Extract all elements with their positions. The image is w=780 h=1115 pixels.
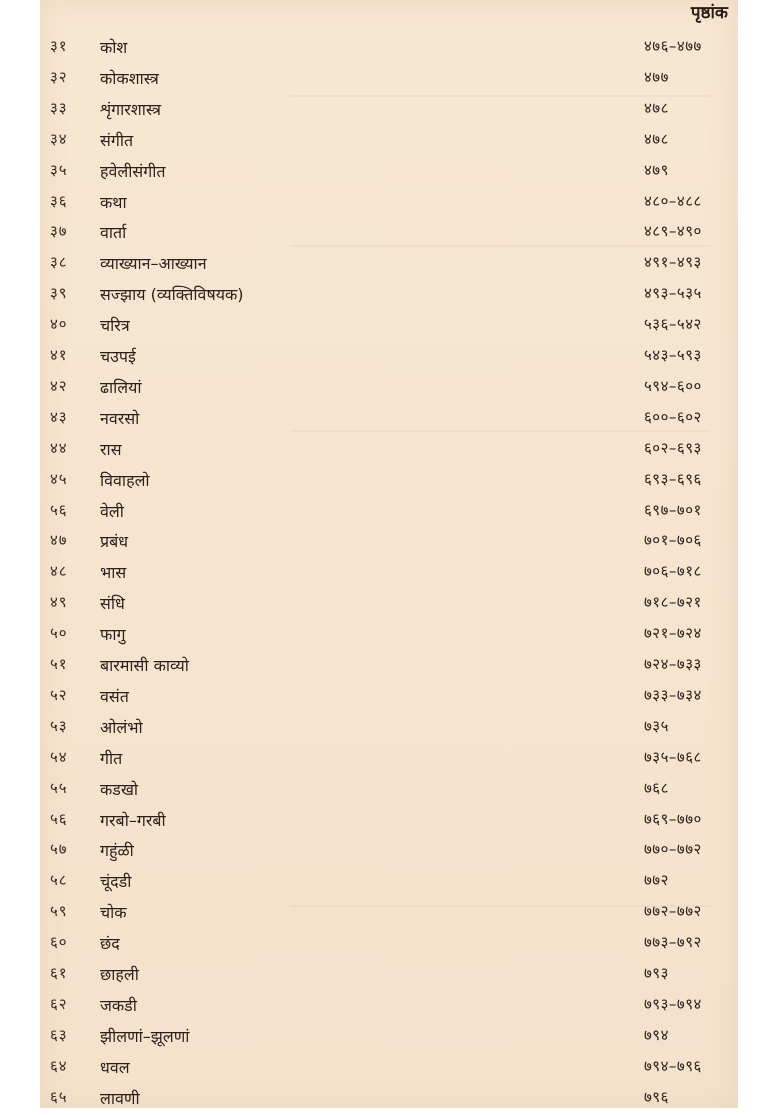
- entry-title: रास: [100, 439, 122, 459]
- entry-title: चोक: [100, 903, 127, 923]
- entry-number: ४७: [50, 531, 68, 550]
- entry-number: ५१: [50, 655, 68, 673]
- entry-title: प्रबंध: [100, 532, 129, 552]
- book-page: [40, 0, 738, 1108]
- entry-number: ५४: [50, 747, 68, 766]
- entry-number: ३२: [50, 67, 68, 86]
- entry-page-range: ७१८–७२१: [644, 593, 702, 612]
- entry-title: झीलणां–झूलणां: [100, 1026, 190, 1046]
- entry-page-range: ५३६–५४२: [644, 315, 702, 334]
- toc-entry: [40, 469, 738, 497]
- toc-entry: [40, 67, 738, 95]
- toc-entry: [40, 592, 738, 620]
- toc-entry: [40, 994, 738, 1022]
- entry-number: ४९: [50, 593, 68, 612]
- toc-entry: [40, 500, 738, 528]
- entry-page-range: ७७३–७९२: [644, 933, 702, 952]
- entry-number: ५०: [50, 624, 68, 643]
- entry-title: वार्ता: [100, 223, 127, 243]
- entry-title: व्याख्यान–आख्यान: [100, 254, 207, 274]
- entry-page-range: ७६८: [644, 778, 669, 797]
- toc-entry: [40, 623, 738, 651]
- entry-number: ६०: [50, 933, 68, 952]
- entry-number: ४४: [50, 438, 68, 457]
- entry-page-range: ७६९–७७०: [644, 809, 702, 828]
- entry-title: धवल: [100, 1057, 130, 1077]
- entry-title: गरबो–गरबी: [100, 810, 166, 830]
- entry-title: चउपई: [100, 347, 136, 366]
- toc-entry: [40, 809, 738, 837]
- entry-page-range: ४७९: [644, 160, 669, 179]
- entry-title: संगीत: [100, 130, 134, 150]
- entry-number: ५५: [50, 778, 68, 797]
- toc-entry: [40, 747, 738, 775]
- toc-entry: [40, 839, 738, 867]
- toc-entry: [40, 530, 738, 558]
- entry-number: ३५: [50, 160, 68, 179]
- toc-entry: [40, 685, 738, 713]
- entry-title: कोश: [100, 38, 128, 57]
- entry-title: ढालियां: [100, 377, 142, 397]
- toc-entry: [40, 252, 738, 280]
- toc-entry: [40, 870, 738, 898]
- entry-title: ओलंभो: [100, 717, 143, 737]
- entry-page-range: ५९४–६००: [644, 376, 702, 395]
- toc-entry: [40, 345, 738, 373]
- page-number-column-heading: पृष्ठांक: [690, 3, 728, 23]
- entry-page-range: ६०२–६९३: [644, 438, 702, 457]
- entry-title: छंद: [100, 934, 120, 954]
- toc-entry: [40, 191, 738, 219]
- entry-page-range: ७९४: [644, 1025, 669, 1044]
- entry-page-range: ६९३–६९६: [644, 469, 702, 488]
- entry-page-range: ६९७–७०१: [644, 500, 702, 519]
- entry-title: गीत: [100, 748, 123, 768]
- toc-entry: [40, 98, 738, 126]
- entry-page-range: ६००–६०२: [644, 407, 702, 426]
- toc-entry: [40, 654, 738, 682]
- entry-page-range: ७९६: [644, 1087, 669, 1106]
- entry-title: कोकशास्त्र: [100, 68, 159, 88]
- entry-number: ३९: [50, 284, 68, 303]
- entry-number: ५६: [50, 500, 68, 519]
- entry-title: सज्झाय (व्यक्तिविषयक): [100, 285, 244, 305]
- entry-title: हवेलीसंगीत: [100, 161, 166, 181]
- entry-page-range: ७३३–७३४: [644, 685, 702, 704]
- entry-page-range: ७९३: [644, 964, 669, 982]
- entry-page-range: ७०१–७०६: [644, 531, 702, 550]
- toc-entry: [40, 1087, 738, 1115]
- entry-page-range: ४७६–४७७: [644, 37, 702, 55]
- toc-entry: [40, 1025, 738, 1053]
- toc-entry: [40, 407, 738, 435]
- entry-number: ६२: [50, 994, 68, 1013]
- entry-number: ३४: [50, 129, 68, 148]
- toc-entry: [40, 932, 738, 960]
- entry-number: ४३: [50, 407, 68, 426]
- entry-page-range: ७७२–७७२: [644, 902, 702, 921]
- entry-title: फागु: [100, 625, 126, 645]
- entry-number: ५८: [50, 871, 68, 890]
- entry-title: कथा: [100, 192, 127, 212]
- entry-number: ४१: [50, 346, 68, 364]
- entry-page-range: ७७०–७७२: [644, 840, 702, 859]
- bleed-through-mark: [290, 95, 710, 97]
- entry-title: वेली: [100, 501, 124, 521]
- toc-entry: [40, 963, 738, 991]
- entry-number: ३६: [50, 191, 68, 210]
- entry-number: ५२: [50, 685, 68, 704]
- entry-page-range: ५४३–५९३: [644, 346, 702, 364]
- toc-entry: [40, 376, 738, 404]
- entry-number: ३८: [50, 253, 68, 272]
- entry-number: ६५: [50, 1087, 68, 1106]
- entry-page-range: ७९४–७९६: [644, 1056, 702, 1075]
- toc-entry: [40, 160, 738, 188]
- toc-entry: [40, 129, 738, 157]
- entry-page-range: ७२१–७२४: [644, 624, 702, 643]
- entry-page-range: ७७२: [644, 871, 669, 890]
- entry-page-range: ४७८: [644, 98, 669, 117]
- entry-number: ३७: [50, 222, 68, 241]
- toc-entry: [40, 901, 738, 929]
- toc-entry: [40, 438, 738, 466]
- entry-number: ६१: [50, 964, 68, 982]
- entry-title: कडखो: [100, 779, 139, 799]
- entry-page-range: ४७७: [644, 67, 669, 86]
- entry-page-range: ४९१–४९३: [644, 253, 702, 272]
- entry-number: ४८: [50, 562, 68, 581]
- entry-number: ५९: [50, 902, 68, 921]
- entry-number: ४२: [50, 376, 68, 395]
- toc-entry: [40, 283, 738, 311]
- entry-title: नवरसो: [100, 408, 140, 428]
- toc-entry: [40, 36, 738, 64]
- entry-title: वसंत: [100, 686, 129, 706]
- entry-title: संधि: [100, 594, 125, 614]
- entry-page-range: ७२४–७३३: [644, 655, 702, 673]
- entry-number: ४५: [50, 469, 68, 488]
- entry-page-range: ७०६–७१८: [644, 562, 702, 581]
- entry-number: ६३: [50, 1025, 68, 1044]
- toc-entry: [40, 1056, 738, 1084]
- entry-page-range: ४७८: [644, 129, 669, 148]
- entry-title: विवाहलो: [100, 470, 150, 490]
- entry-title: बारमासी काव्यो: [100, 656, 189, 675]
- entry-number: ३१: [50, 37, 68, 55]
- entry-title: चूंदडी: [100, 872, 132, 892]
- entry-number: ५३: [50, 716, 68, 735]
- entry-number: ६४: [50, 1056, 68, 1075]
- entry-page-range: ४८०–४८८: [644, 191, 702, 210]
- entry-page-range: ४८९–४९०: [644, 222, 702, 241]
- entry-title: गहुंळी: [100, 841, 134, 861]
- entry-number: ३३: [50, 98, 68, 117]
- entry-title: भास: [100, 563, 127, 583]
- entry-page-range: ४९३–५३५: [644, 284, 702, 303]
- entry-number: ५७: [50, 840, 68, 859]
- entry-page-range: ७९३–७९४: [644, 994, 702, 1013]
- entry-page-range: ७३५–७६८: [644, 747, 702, 766]
- entry-number: ४०: [50, 315, 68, 334]
- toc-entry: [40, 778, 738, 806]
- toc-entry: [40, 716, 738, 744]
- entry-title: शृंगारशास्त्र: [100, 99, 161, 119]
- toc-entry: [40, 314, 738, 342]
- toc-entry: [40, 221, 738, 249]
- entry-number: ५६: [50, 809, 68, 828]
- entry-title: जकडी: [100, 995, 137, 1015]
- entry-title: चरित्र: [100, 316, 130, 336]
- toc-entry: [40, 561, 738, 589]
- entry-title: छाहली: [100, 965, 139, 984]
- entry-title: लावणी: [100, 1088, 140, 1108]
- entry-page-range: ७३५: [644, 716, 669, 735]
